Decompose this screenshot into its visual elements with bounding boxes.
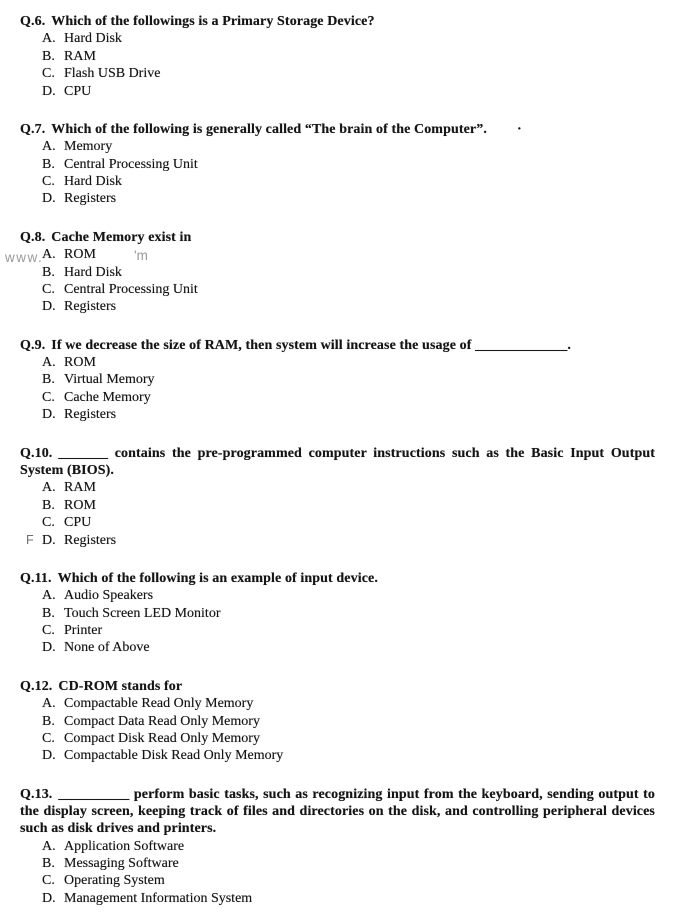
option-letter: B. [42, 156, 55, 172]
option-letter: C. [42, 623, 55, 639]
question-text [20, 445, 655, 480]
question-text [20, 337, 655, 354]
option-text: ROM [64, 497, 96, 513]
option-row [42, 639, 655, 656]
option-letter: C. [42, 389, 55, 405]
option-row [42, 156, 655, 173]
question-number: Q.13. [20, 786, 53, 802]
option-text: Operating System [64, 873, 165, 889]
option-letter: D. [42, 407, 56, 423]
option-letter: A. [42, 355, 56, 371]
question-list [20, 13, 655, 907]
option-row [42, 695, 655, 712]
options-list [26, 479, 655, 549]
option-row [42, 605, 655, 622]
option-row [42, 83, 655, 100]
option-letter: C. [42, 66, 55, 82]
option-text: ROM [64, 247, 96, 263]
question-block [20, 570, 655, 657]
option-row [42, 497, 655, 514]
options-list [42, 354, 655, 424]
watermark-fragment-left: www. [5, 250, 44, 265]
option-text: Central Processing Unit [64, 156, 198, 172]
option-letter: C. [42, 515, 55, 531]
option-letter: A. [42, 480, 56, 496]
options-list [42, 587, 655, 657]
question-text [20, 121, 655, 138]
option-text: Registers [64, 532, 117, 548]
option-text: Printer [64, 623, 103, 639]
option-text: Audio Speakers [64, 588, 154, 604]
option-text: Compactable Read Only Memory [64, 696, 254, 712]
option-row [42, 48, 655, 65]
option-letter: B. [42, 372, 55, 388]
option-row [42, 138, 655, 155]
option-text: Hard Disk [64, 31, 122, 47]
option-row [42, 622, 655, 639]
option-text: Touch Screen LED Monitor [64, 605, 221, 621]
question-body: _______ contains the pre-programmed computer instructions such as the Basic Input Output System (BIOS). [20, 445, 655, 478]
question-number: Q.6. [20, 14, 46, 29]
question-body: Which of the followings is a Primary Storage Device? [51, 14, 375, 29]
option-row [42, 406, 655, 423]
question-number: Q.8. [20, 229, 46, 245]
option-row [42, 747, 655, 764]
option-letter: B. [42, 497, 55, 513]
option-row [42, 479, 655, 496]
option-letter: D. [42, 640, 56, 656]
option-text: Central Processing Unit [64, 281, 198, 297]
option-text: Registers [64, 407, 117, 423]
option-row [42, 730, 655, 747]
option-letter: A. [42, 696, 56, 712]
option-row [42, 855, 655, 872]
option-letter: B. [42, 48, 55, 64]
option-row [26, 532, 655, 549]
option-text: CPU [64, 83, 92, 99]
option-letter: A. [42, 588, 56, 604]
option-row [42, 264, 655, 281]
option-row [42, 872, 655, 889]
question-body: Cache Memory exist in [51, 229, 192, 245]
option-letter: B. [42, 605, 55, 621]
question-trailing-dot: · [516, 121, 522, 137]
question-block [20, 786, 655, 908]
option-text: Compact Disk Read Only Memory [64, 730, 260, 746]
option-letter: C. [42, 873, 55, 889]
option-letter: B. [42, 713, 55, 729]
option-text: Memory [64, 139, 113, 155]
option-letter: A. [42, 139, 56, 155]
option-text: Hard Disk [64, 174, 122, 190]
option-text: Virtual Memory [64, 372, 155, 388]
question-number: Q.7. [20, 121, 46, 137]
options-list [42, 246, 655, 316]
option-text: Management Information System [64, 890, 253, 906]
option-letter: D. [42, 890, 56, 906]
option-row [42, 65, 655, 82]
option-row [42, 298, 655, 315]
option-text: Registers [64, 299, 117, 315]
question-text [20, 678, 655, 695]
option-row [42, 890, 655, 907]
option-row [42, 587, 655, 604]
question-body: Which of the following is generally called “The brain of the Computer”. [51, 121, 487, 137]
options-list [42, 30, 655, 100]
option-text: Cache Memory [64, 389, 151, 405]
option-text: Compactable Disk Read Only Memory [64, 748, 284, 764]
question-block [20, 229, 655, 316]
option-row [42, 838, 655, 855]
option-letter: A. [42, 838, 56, 854]
question-block [20, 445, 655, 549]
option-row [42, 30, 655, 47]
question-number: Q.12. [20, 678, 53, 694]
option-letter: B. [42, 856, 55, 872]
question-number: Q.11. [20, 570, 52, 586]
options-list [42, 695, 655, 765]
option-row [42, 713, 655, 730]
question-block [20, 678, 655, 765]
question-body: CD-ROM stands for [58, 678, 183, 694]
question-text [20, 229, 655, 246]
question-text [20, 786, 655, 838]
option-letter: C. [42, 281, 55, 297]
option-row [42, 173, 655, 190]
option-row [42, 354, 655, 371]
question-block [20, 121, 655, 208]
question-text [20, 570, 655, 587]
option-letter: D. [42, 191, 56, 207]
option-letter: D. [42, 748, 56, 764]
question-body: Which of the following is an example of input device. [57, 570, 378, 586]
question-body: If we decrease the size of RAM, then system will increase the usage of _____________. [51, 337, 571, 353]
option-text: Hard Disk [64, 264, 122, 280]
option-text: Registers [64, 191, 117, 207]
question-text [20, 13, 655, 30]
options-list [42, 138, 655, 208]
options-list [42, 838, 655, 908]
option-letter: D. [42, 532, 56, 548]
option-text: RAM [64, 480, 96, 496]
option-letter: B. [42, 264, 55, 280]
stray-scan-mark: F [26, 532, 34, 547]
option-row [42, 389, 655, 406]
question-block [20, 13, 655, 100]
option-text: Compact Data Read Only Memory [64, 713, 260, 729]
option-text: RAM [64, 48, 96, 64]
question-number: Q.9. [20, 337, 46, 353]
option-letter: C. [42, 730, 55, 746]
option-text: Messaging Software [64, 856, 179, 872]
option-text: None of Above [64, 640, 150, 656]
option-letter: D. [42, 299, 56, 315]
option-row [42, 514, 655, 531]
option-text: ROM [64, 355, 96, 371]
option-letter: A. [42, 31, 56, 47]
option-text: CPU [64, 515, 92, 531]
question-block [20, 337, 655, 424]
question-body: __________ perform basic tasks, such as recognizing input from the keyboard, sending output to the display screen, keeping track of files and directories on the disk, and controlling peripheral devices such as disk drives and printers. [20, 786, 655, 837]
option-row [42, 190, 655, 207]
option-letter: A. [42, 247, 56, 263]
option-letter: C. [42, 174, 55, 190]
option-text: Application Software [64, 838, 185, 854]
watermark-fragment-right: 'm [134, 248, 148, 263]
question-number: Q.10. [20, 445, 53, 461]
option-row [42, 246, 655, 263]
option-row [42, 281, 655, 298]
option-letter: D. [42, 83, 56, 99]
option-row [42, 371, 655, 388]
option-text: Flash USB Drive [64, 66, 161, 82]
